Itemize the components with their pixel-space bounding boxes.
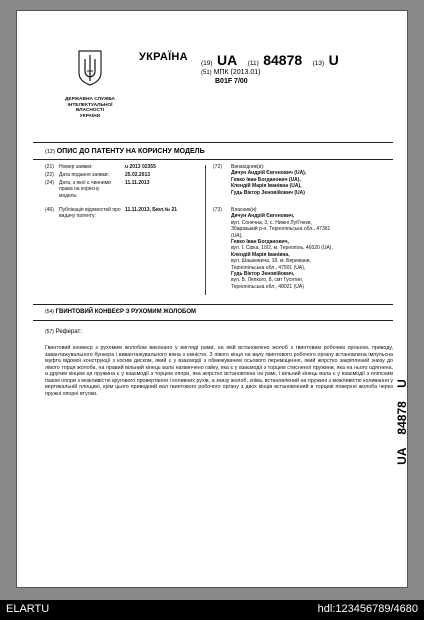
inventors-block xyxy=(231,164,391,196)
inid-code: (54) xyxy=(45,309,54,315)
divider xyxy=(33,142,393,143)
inid-code: (22) xyxy=(45,172,54,178)
agency-line: УКРАЇНИ xyxy=(79,113,101,119)
handle-link[interactable]: hdl:123456789/4680 xyxy=(317,603,418,615)
inventors-label: Винахідник(и): xyxy=(231,164,265,170)
invention-title-text: ГВИНТОВИЙ КОНВЕЄР З РУХОМИМ ЖОЛОБОМ xyxy=(55,309,196,315)
abstract-text: Гвинтовий конвеєр з рухомим жолобом виконано у вигляді рами, на якій встановлено жолоб з гвинтовим робочим органом, приводу, завантажувального бункера і вивантажувального вікна з ємністю. З лівого кінця на валу гвинтового робочого органу встановлена імпульсна муфта відомої конструкції з косим диском, який є у взаємодії з обмежувачем осьового переміщення, який жорстко закріплений знизу до лівого торця жолоба, на правий вільний кінець вала нагвинчено гайку, яка є у взаємодії з торцем стисненої пружини, яка на нього одягнена, а другим кінцем ця пружина є у взаємодії з торцем опори, яка жорстко встановлена на рамі, і вільний кінець вала є у взаємодії з еліпсним пазом опори з можливістю кругового провертання і коливних рухів, а знизу жолоб, зліва, встановлений на пружині з можливістю коливання у вертикальній площині, крім цього приводний вал гвинтового робочого органу з двох кінців встановлений в торцеві поверхні жолоба через пружні опорні втулки. xyxy=(45,345,393,397)
agency-line: ІНТЕЛЕКТУАЛЬНОЇ xyxy=(67,102,113,108)
inventor-name: Дячун Андрій Євгенович (UA), xyxy=(231,170,307,177)
inventor-name: Гудь Віктор Зеновійович (UA) xyxy=(231,189,305,196)
inventor-name: Клендій Марія Іванівна (UA), xyxy=(231,183,302,190)
patent-number: 84878 xyxy=(263,52,303,68)
biblio-value: 11.11.2013 xyxy=(125,180,150,186)
biblio-value: 11.11.2013, Бюл.№ 21 xyxy=(125,207,178,213)
owner-name: Гудь Віктор Зеновійович, xyxy=(231,271,295,278)
owner-address: Збаразький р-н, Тернопільська обл., 47361 xyxy=(231,226,331,233)
inid-code: (72) xyxy=(213,164,222,170)
footer-bar xyxy=(0,600,424,620)
owner-address: вул. Шашкевича, 18, м. Бережани, xyxy=(231,258,311,265)
biblio-label: Дата, з якої є чинними права на корисну модель: xyxy=(59,180,111,199)
patent-id-line xyxy=(201,52,339,70)
document-title xyxy=(45,148,205,155)
divider xyxy=(33,304,393,305)
inid-code: (13) xyxy=(312,60,325,67)
side-patent-number: 84878 xyxy=(395,401,409,435)
owner-address: вул. І. Сірка, 10/2, м. Тернопіль, 46020 (UA), xyxy=(231,245,333,252)
invention-title xyxy=(45,309,196,315)
inid-code: (24) xyxy=(45,180,54,186)
inid-code: (21) xyxy=(45,164,54,170)
inid-code: (57) xyxy=(45,329,54,335)
repository-name: ELARTU xyxy=(6,603,50,615)
inid-code: (19) xyxy=(201,60,213,67)
divider xyxy=(33,320,393,321)
kind-code: U xyxy=(328,52,339,68)
divider xyxy=(33,159,393,160)
inventor-name: Гевко Іван Богданович (UA), xyxy=(231,176,301,183)
side-kind-code: U xyxy=(395,379,409,388)
owner-name: Гевко Іван Богданович, xyxy=(231,239,289,246)
agency-line: ВЛАСНОСТІ xyxy=(75,108,105,114)
owner-address: Тернопільська обл., 48021 (UA) xyxy=(231,283,304,290)
inid-code: (12) xyxy=(45,149,55,155)
biblio-label: Номер заявки: xyxy=(59,164,93,170)
owner-name: Дячун Андрій Євгенович, xyxy=(231,213,295,220)
owner-address: Тернопільська обл., 47501 (UA), xyxy=(231,264,306,271)
owners-label: Власник(и): xyxy=(231,207,258,213)
owner-address: (UA), xyxy=(231,232,243,239)
biblio-label: Дата подання заявки: xyxy=(59,172,109,178)
abstract-heading xyxy=(45,329,82,335)
agency-line: ДЕРЖАВНА СЛУЖБА xyxy=(64,97,116,102)
biblio-value: 25.02.2013 xyxy=(125,172,151,178)
inid-code: (51) xyxy=(201,70,212,76)
side-patent-label xyxy=(395,367,409,477)
patent-page xyxy=(16,10,408,588)
trident-coat-of-arms-icon xyxy=(77,49,103,87)
owner-address: вул. Б. Лепкого, 8, смт Гусятин, xyxy=(231,277,304,284)
abstract-label: Реферат: xyxy=(55,329,82,335)
owners-block xyxy=(231,207,396,290)
mpk-label: МПК (2013.01) xyxy=(213,69,261,76)
owner-name: Клендій Марія Іванівна, xyxy=(231,251,290,258)
country-name: УКРАЇНА xyxy=(139,51,188,63)
inid-code: (73) xyxy=(213,207,222,213)
owner-address: вул. Сонячна, 3, с. Нижні Луб'янки, xyxy=(231,219,312,226)
biblio-value: u 2013 02355 xyxy=(125,164,156,170)
mpk-line xyxy=(201,69,260,76)
biblio-label: Публікація відомостей про видачу патенту: xyxy=(59,207,121,220)
ipc-classification: B01F 7/00 xyxy=(215,78,248,85)
side-country-code: UA xyxy=(395,447,409,465)
inid-code: (46) xyxy=(45,207,54,213)
inid-code: (11) xyxy=(247,60,259,67)
agency-name xyxy=(57,97,123,119)
country-code: UA xyxy=(217,52,238,68)
column-divider xyxy=(205,165,206,295)
side-patent-label-text xyxy=(395,379,409,465)
document-title-text: ОПИС ДО ПАТЕНТУ НА КОРИСНУ МОДЕЛЬ xyxy=(56,148,205,155)
